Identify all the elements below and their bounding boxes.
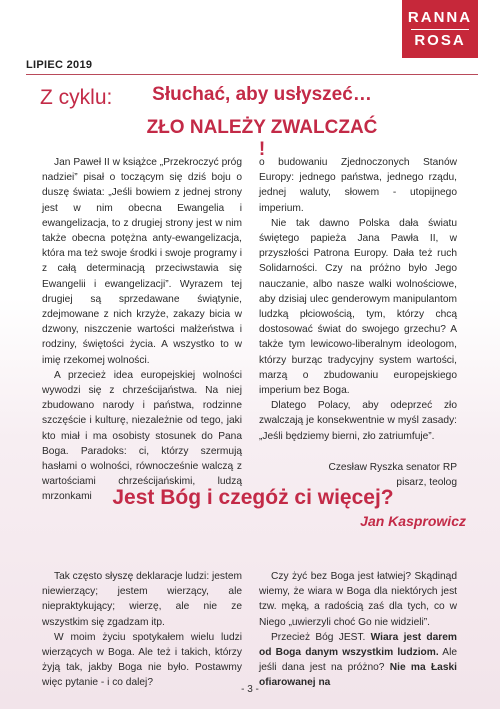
signature-role: pisarz, teolog <box>396 476 457 488</box>
page-number: - 3 - <box>241 684 259 695</box>
paragraph: Czy żyć bez Boga jest łatwiej? Skądinąd wiemy, że wiara w Boga dla niektórych jest tzw. męką, a radością zaś dla tych, co w Niego „uwierzyli choć Go nie widzieli”. <box>259 571 457 628</box>
logo-divider <box>411 29 469 30</box>
article-1-title-line-2: ZŁO NALEŻY ZWALCZAĆ ! <box>146 117 378 160</box>
signature-name: Czesław Ryszka senator RP <box>328 461 457 473</box>
paragraph: Dlatego Polacy, aby odeprzeć zło zwalczają je konsekwentnie w myśl zasady: „Jeśli będziemy bierni, zło zatriumfuje”. <box>259 400 457 442</box>
bold-text-run: Nie ma Łaski ofiarowanej na <box>259 662 457 689</box>
article-1-right-column <box>259 155 457 490</box>
article-2-title: Jest Bóg i czegóż ci więcej? <box>112 486 394 509</box>
article-1-left-column <box>42 155 242 505</box>
paragraph: o budowaniu Zjednoczonych Stanów Europy: jednego państwa, jednego rządu, jednej waluty, słowem - utopijnego imperium. <box>259 157 457 214</box>
paragraph: Nie tak dawno Polska dała światu świętego papieża Jana Pawła II, w przyszłości Patrona Europy. Dała też ruch Solidarności. Czy na próżno było Jego nauczanie, albo nasze walki wolnościowe, aby dzisiaj ulec genderowym manipulantom ludzką płciowością, tym, którzy chcą dostosować świat do swojego grzechu? A także tym lewicowo-liberalnym ideologom, którzy burząc tradycyjny system wartości, marzą o zbudowaniu europejskiego imperium bez Boga. <box>259 217 457 397</box>
series-label: Z cyklu: <box>40 86 113 109</box>
text-run: Przecież Bóg JEST. <box>271 631 371 643</box>
article-1-title-line-1: Słuchać, aby usłyszeć… <box>152 84 372 105</box>
paragraph <box>259 630 457 691</box>
paragraph: Tak często słyszę deklaracje ludzi: jestem niewierzący; jestem wierzący, ale niepraktykujący; wierzę, ale nie ze wszystkim się zgadzam itp. <box>42 571 242 628</box>
text-run: Ale jeśli dana jest na próżno? <box>259 647 457 674</box>
article-2-author: Jan Kasprowicz <box>360 513 466 529</box>
magazine-logo <box>402 0 478 58</box>
article-2-left-column <box>42 569 242 691</box>
header-divider <box>26 74 478 75</box>
issue-date: LIPIEC 2019 <box>26 59 93 71</box>
logo-line-2: ROSA <box>414 31 466 49</box>
article-2-right-column <box>259 569 457 691</box>
paragraph: W moim życiu spotykałem wielu ludzi wierzących w Boga. Ale też i takich, którzy żyją tak, jakby Boga nie było. Postawmy więc pytanie - i co dalej? <box>42 631 242 689</box>
bold-text-run: Wiara jest darem od Boga danym wszystkim ludziom. <box>259 631 457 659</box>
paragraph: A przecież idea europejskiej wolności wywodzi się z chrześcijaństwa. Na niej zbudowano narody i państwa, rodzinne szczęście i kulturę, niezależnie od tego, jaki kto miał i ma osobisty stosunek do Pana Boga. Paradoks: ci, którzy szermują hasłami o wolności, równocześnie walczą z wartościami chrześcijańskimi, ludzą mrzonkami <box>42 369 242 503</box>
logo-line-1: RANNA <box>407 8 473 26</box>
paragraph: Jan Paweł II w książce „Przekroczyć próg nadziei” pisał o toczącym się dziś boju o duszę świata: „Jeśli bowiem z jednej strony jest w nim obecna Ewangelia i ewangelizacja, to z drugiej strony jest w nim także obecna potężna anty-ewangelizacja, która ma też swoje środki i swoje programy i z całą determinacją przeciwstawia się Ewangelii i ewangelizacji”. Wyrazem tej drugiej są sprzedawane świątynie, zdejmowane z nich krzyże, zakazy bicia w dzwony, niszczenie wartości małżeństwa i rodziny, świętości życia. A wszystko to w imię rzekomej wolności. <box>42 157 242 366</box>
